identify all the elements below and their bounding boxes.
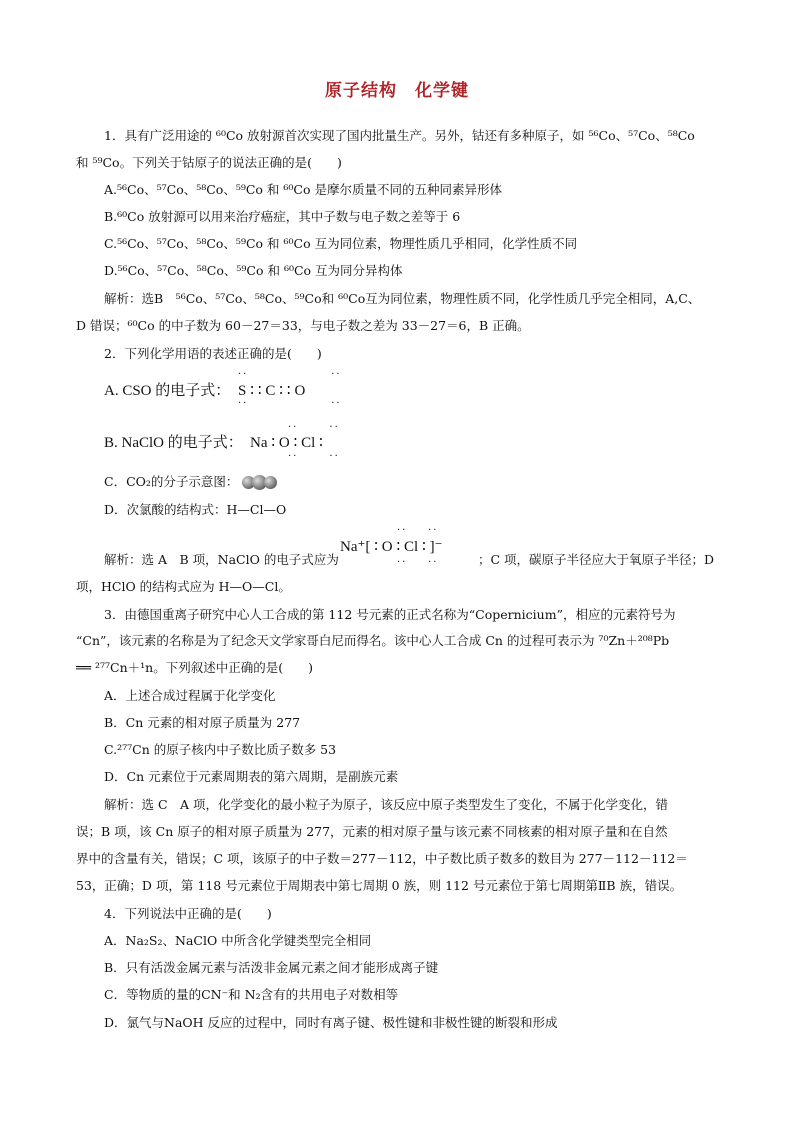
q1-option-c: C.⁵⁶Co、⁵⁷Co、⁵⁸Co、⁵⁹Co 和 ⁶⁰Co 互为同位素，物理性质几乎相同，化学性质不同 <box>104 236 578 251</box>
q3-stem-line3: ══ ²⁷⁷Cn＋¹n。下列叙述中正确的是( ) <box>76 660 313 675</box>
q2-option-c <box>104 474 274 490</box>
q3-explanation-line4: 53，正确；D 项，第 118 号元素位于周期表中第七周期 0 族，则 112 号元素位于第七周期第ⅡB 族，错误。 <box>76 878 683 893</box>
lone-pair-dots: ·· ·· <box>397 557 439 568</box>
q2-option-b-label: B. NaClO 的电子式： <box>104 435 243 451</box>
q3-option-c: C.²⁷⁷Cn 的原子核内中子数比质子数多 53 <box>104 742 337 757</box>
q2-stem: 2．下列化学用语的表述正确的是( ) <box>104 346 322 361</box>
q2-option-a-formula: S ∶ ∶ C ∶ ∶ O <box>238 383 306 399</box>
q1-option-a: A.⁵⁶Co、⁵⁷Co、⁵⁸Co、⁵⁹Co 和 ⁶⁰Co 是摩尔质量不同的五种同素异形体 <box>104 182 502 197</box>
lone-pair-dots: ·· ·· <box>397 525 439 536</box>
q3-stem-line1: 3．由德国重离子研究中心人工合成的第 112 号元素的正式名称为“Copernicium”，相应的元素符号为 <box>104 607 676 622</box>
q2-option-c-label: C．CO₂的分子示意图： <box>104 474 239 489</box>
q2-explanation-line1-part1: 解析：选 A B 项，NaClO 的电子式应为 <box>104 552 339 567</box>
q4-option-c: C．等物质的量的CN⁻和 N₂含有的共用电子对数相等 <box>104 987 399 1002</box>
q3-option-d: D．Cn 元素位于元素周期表的第六周期，是副族元素 <box>104 769 399 784</box>
q3-explanation-line2: 误；B 项，该 Cn 原子的相对原子质量为 277，元素的相对原子量与该元素不同核素的相对原子量和在自然 <box>76 824 668 839</box>
page-title: 原子结构 化学键 <box>325 81 469 101</box>
q2-explanation-line1-part2: ；C 项，碳原子半径应大于氧原子半径；D <box>478 552 715 567</box>
q4-option-d: D．氯气与NaOH 反应的过程中，同时有离子键、极性键和非极性键的断裂和形成 <box>104 1015 558 1030</box>
q4-option-a: A．Na₂S₂、NaClO 中所含化学键类型完全相同 <box>104 933 372 948</box>
lone-pair-dots: ·· ·· <box>288 451 340 462</box>
q1-stem-line1: 1．具有广泛用途的 ⁶⁰Co 放射源首次实现了国内批量生产。另外，钴还有多种原子，如 ⁵⁶Co、⁵⁷Co、⁵⁸Co <box>104 128 695 143</box>
q3-explanation-line1: 解析：选 C A 项，化学变化的最小粒子为原子，该反应中原子类型发生了变化，不属于化学变化，错 <box>104 797 669 812</box>
q2-option-d: D．次氯酸的结构式：H—Cl—O <box>104 502 287 517</box>
q2-explanation-line2: 项，HClO 的结构式应为 H—O—Cl。 <box>76 579 291 594</box>
q3-option-b: B．Cn 元素的相对原子质量为 277 <box>104 715 301 730</box>
q2-option-b-formula: Na ∶ O ∶ Cl ∶ <box>250 435 323 451</box>
q1-explanation-line2: D 错误；⁶⁰Co 的中子数为 60－27＝33，与电子数之差为 33－27＝6，B 正确。 <box>76 318 530 333</box>
q1-option-d: D.⁵⁶Co、⁵⁷Co、⁵⁸Co、⁵⁹Co 和 ⁶⁰Co 互为同分异构体 <box>104 263 403 278</box>
q3-explanation-line3: 界中的含量有关，错误；C 项，该原子的中子数＝277－112，中子数比质子数多的数目为 277－112－112＝ <box>76 851 688 866</box>
q1-stem-line2: 和 ⁵⁹Co。下列关于钴原子的说法正确的是( ) <box>76 155 342 170</box>
lone-pair-dots: ·· ·· <box>238 398 342 409</box>
q3-stem-line2: “Cn”，该元素的名称是为了纪念天文学家哥白尼而得名。该中心人工合成 Cn 的过程可表示为 ⁷⁰Zn＋²⁰⁸Pb <box>76 633 670 648</box>
q4-option-b: B．只有活泼金属元素与活泼非金属元素之间才能形成离子键 <box>104 960 439 975</box>
q1-explanation-line1: 解析：选B ⁵⁶Co、⁵⁷Co、⁵⁸Co、⁵⁹Co和 ⁶⁰Co互为同位素，物理性质不同，化学性质几乎完全相同，A,C、 <box>104 291 701 306</box>
q2-explanation-formula: Na⁺[ ∶ O ∶ Cl ∶ ]⁻ <box>340 539 443 555</box>
q4-stem: 4．下列说法中正确的是( ) <box>104 906 272 921</box>
co2-molecule-icon <box>242 474 274 489</box>
q1-option-b: B.⁶⁰Co 放射源可以用来治疗癌症，其中子数与电子数之差等于 6 <box>104 209 461 224</box>
lone-pair-dots: ·· ·· <box>288 422 340 433</box>
q2-option-a-label: A. CSO 的电子式： <box>104 383 231 399</box>
lone-pair-dots: ·· ·· <box>238 369 342 380</box>
q3-option-a: A．上述合成过程属于化学变化 <box>104 688 276 703</box>
